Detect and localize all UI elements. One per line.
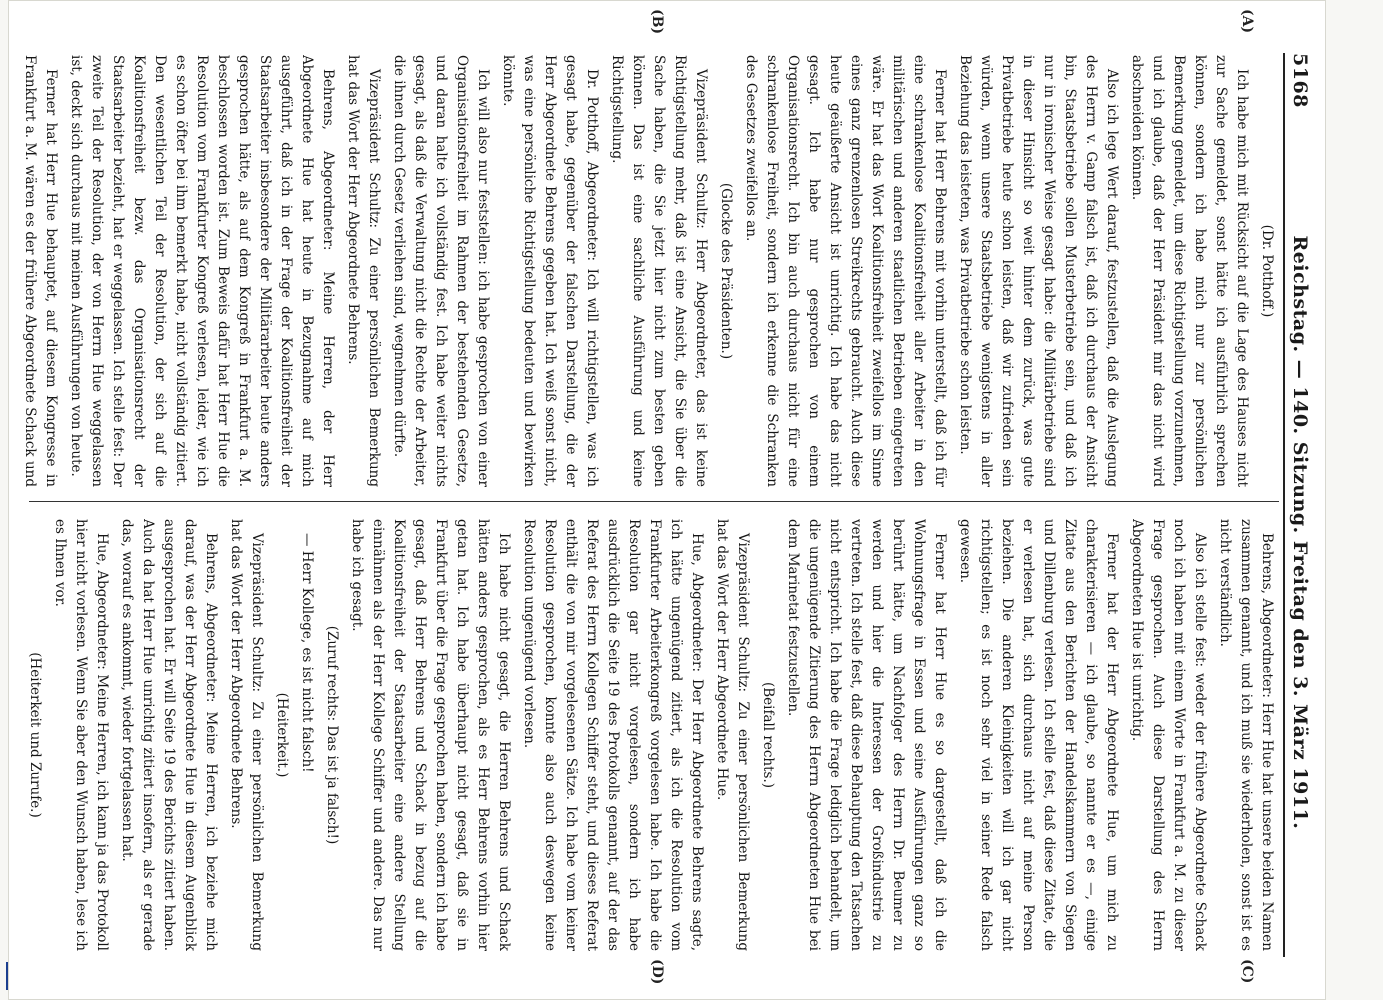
paragraph: Ferner hat der Herr Abgeordnete Hue, um mich zu charakterisieren — ich glaube, so nannte er es —, einige Zitate aus den Berichten der Handelskammern von Siegen und Dillenburg verlesen. Ich stelle fest, daß diese Zitate, die er verlesen hat, sich durchaus nicht auf meine Person beziehen. Die anderen Kleinigkeiten will ich gar nicht richtigstellen; es ist noch sehr viel in seiner Rede falsch gewesen. [957, 519, 1120, 951]
margin-marker-d: (D) [649, 959, 665, 985]
paragraph: Also ich lege Wert darauf, festzustellen, daß die Auslegung des Herrn v. Gamp falsch ist, daß ich durchaus der Ansicht bin, Staatsbetriebe sollen Musterbetriebe sein, und daß ich nur in ironischer Weise gesagt habe: die Militärbetriebe sind in dieser Hinsicht so weit hinter dem zurück, was gute Privatbetriebe heute schon leisten, daß wir zufrieden sein würden, wenn unsere Staatsbetriebe wenigstens in aller Beziehung das leisteten, was Privatbetriebe schon leisten. [957, 55, 1120, 487]
paragraph: Behrens, Abgeordneter: Herr Hue hat unsere beiden Namen zusammen genannt, und ich muß sie wiederholen, sonst ist es nicht verständlich. [1217, 519, 1275, 951]
stage-direction: (Glocke des Präsidenten.) [718, 182, 734, 360]
paragraph: Ferner hat Herr Hue behauptet, auf diesem Kongresse in Frankfurt a. M. wären es der frühere Abgeordnete Schack und [22, 55, 59, 487]
right-column [22, 519, 1277, 951]
page-title: Reichstag. — 140. Sitzung. Freitag den 3. März 1911. [1289, 235, 1311, 830]
margin-marker-c: (C) [1239, 959, 1255, 984]
stage-direction: (Heiterkeit und Zurufe.) [27, 652, 43, 818]
paragraph: Behrens, Abgeordneter: Meine Herren, ich beziehe mich darauf, was der Herr Abgeordnete Hue in diesem Augenblick ausgesprochen hat. Er will Seite 19 des Berichts zitiert haben. Auch da hat Herr Hue unrichtig zitiert insofern, als er gerade das, worauf es ankommt, wieder fortgelassen hat. [119, 519, 219, 951]
paragraph: Ich will also nur feststellen: ich habe gesprochen von einer Organisationsfreiheit im Rahmen der bestehenden Gesetze, und daran halte ich vollständig fest. Ich habe weiter nichts gesagt, als daß die Verwaltung nicht die Rechte der Arbeiter, die ihnen durch Gesetz verliehen sind, wegnehmen dürfte. [391, 55, 491, 487]
paragraph: Ich habe nicht gesagt, die Herren Behrens und Schack hätten anders gesprochen, als es Herr Behrens vorhin hier getan hat. Ich habe überhaupt nicht gesagt, daß sie in Frankfurt über die Frage gesprochen haben, sondern ich habe gesagt, daß Herr Behrens und Schack in bezug auf die Koalitionsfreiheit der Staatsarbeiter eine andere Stellung einnähmen als der Herr Kollege Schiffer und andere. Das nur habe ich gesagt. [349, 519, 512, 951]
margin-marker-a: (A) [1239, 9, 1255, 34]
paragraph: Behrens, Abgeordneter: Meine Herren, der Herr Abgeordnete Hue hat heute in Bezugnahme auf mich ausgeführt, daß ich in der Frage der Koalitionsfreiheit der Staatsarbeiter insbesondere der Militärarbeiter heute anders gesprochen hätte, als auf dem Kongreß in Frankfurt a. M. beschlossen worden ist. Zum Beweis dafür hat Herr Hue die Resolution vom Frankfurter Kongreß verlesen, leider, wie ich es schon öfter bei ihm bemerkt habe, nicht vollständig zitiert. Den wesentlichen Teil der Resolution, der sich auf die Koalitionsfreiheit bezw. das Organisationsrecht der Staatsarbeiter bezieht, hat er weggelassen. Ich stelle fest: Der zweite Teil der Resolution, der von Herrn Hue weggelassen ist, deckt sich durchaus mit meinen Ausführungen von heute. [68, 55, 336, 487]
paragraph: Hue, Abgeordneter: Der Herr Abgeordnete Behrens sagte, ich hätte ungenügend zitiert, als ich die Resolution vom Frankfurter Arbeiterkongreß vorgelesen habe. Ich habe die Resolution gar nicht vorgelesen, sondern ich habe ausdrücklich die Seite 19 des Protokolls genannt, auf der das Referat des Herrn Kollegen Schiffer steht, und dieses Referat enthält die von mir vorgelesenen Sätze. Ich habe vom keiner Resolution gesprochen, konnte also auch deswegen keine Resolution ungenügend vorlesen. [521, 519, 705, 951]
stage-direction: (Heiterkeit.) [274, 692, 290, 778]
paragraph: Ferner hat Herr Behrens mit vorhin unterstellt, daß ich für eine schrankenlose Koalitionsfreiheit aller Arbeiter in den militärischen und anderen staatlichen Betrieben eingetreten wäre. Er hat das Wort Koalitionsfreiheit zweifellos im Sinne eines ganz grenzenlosen Streikrechts gebraucht. Auch diese heute geäußerte Ansicht ist unrichtig. Ich habe das nicht gesagt. Ich habe nur gesprochen von einem Organisationsrecht. Ich bin auch durchaus nicht für eine schrankenlose Freiheit, sondern ich erkenne die Schranken des Gesetzes zweifellos an. [743, 55, 948, 487]
paragraph: Also ich stelle fest: weder der frühere Abgeordnete Schack noch ich haben mit einem Worte in Frankfurt a. M. zu dieser Frage gesprochen. Auch diese Darstellung des Herrn Abgeordneten Hue ist unrichtig. [1129, 519, 1208, 951]
column-divider [29, 501, 1279, 502]
paragraph: Hue, Abgeordneter: Meine Herren, ich kann ja das Protokoll hier nicht vorlesen. Wenn Sie aber den Wunsch haben, lese ich es Ihnen vor. [52, 519, 110, 951]
paragraph: Vizepräsident Schultz: Zu einer persönlichen Bemerkung hat das Wort der Herr Abgeordnete Hue. [714, 519, 751, 951]
paragraph: Vizepräsident Schultz: Zu einer persönlichen Bemerkung hat das Wort der Herr Abgeordnete Behrens. [345, 55, 382, 487]
margin-marker-b: (B) [649, 9, 665, 35]
left-column [22, 55, 1277, 487]
stage-direction: (Beifall rechts.) [760, 681, 776, 789]
paragraph: — Herr Kollege, es ist nicht falsch! [299, 533, 315, 773]
paragraph: Vizepräsident Schultz: Herr Abgeordneter, das ist keine Richtigstellung mehr, daß ist eine Ansicht, die Sie über die Sache haben, die Sie jetzt hier nicht zum besten geben können. Das ist eine sachliche Ausführung und keine Richtigstellung. [609, 55, 709, 487]
paragraph: Vizepräsident Schultz: Zu einer persönlichen Bemerkung hat das Wort der Herr Abgeordnete Behrens. [228, 519, 265, 951]
scanned-page [8, 0, 1326, 1000]
paragraph: Dr. Potthoff, Abgeordneter: Ich will richtigstellen, was ich gesagt habe, gegenüber der falschen Darstellung, die der Herr Abgeordnete Behrens gegeben hat. Ich weiß sonst nicht, was eine persönliche Richtigstellung bedeuten und bewirken könnte. [500, 55, 600, 487]
speaker-note: (Dr. Potthoff.) [1259, 224, 1275, 318]
page-header [1283, 53, 1315, 957]
paragraph: Ferner hat Herr Hue es so dargestellt, daß ich die Wohnungsfrage in Essen und seine Ausführungen ganz so berührt hätte, um Nachfolger des Herrn Dr. Beumer zu werden und hier die Interessen der Großindustrie zu vertreten. Ich stelle fest, daß diese Behauptung den Tatsachen nicht entspricht. Ich habe die Frage lediglich behandelt, um die ungenügende Zitierung des Herrn Abgeordneten Hue bei dem Marinetat festzustellen. [785, 519, 948, 951]
paragraph: Ich habe mich mit Rücksicht auf die Lage des Hauses nicht zur Sache gemeldet, sonst hätte ich ausführlich sprechen können, sondern ich habe mich nur zur persönlichen Bemerkung gemeldet, um diese Richtigstellung vorzunehmen, und ich glaube, daß der Herr Präsident mir das nicht wird abschneiden können. [1129, 55, 1250, 487]
page-number: 5168 [1289, 53, 1311, 108]
stage-direction: (Zuruf rechts: Das ist ja falsch!) [324, 625, 340, 845]
